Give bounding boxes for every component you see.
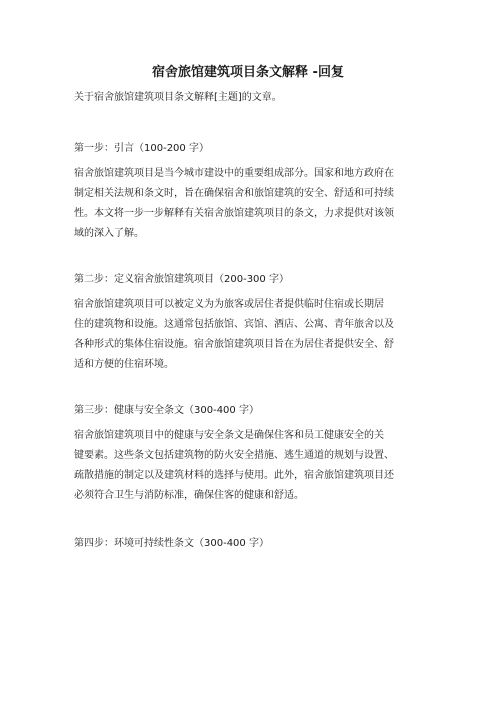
- section-heading-1: 第一步：引言（100-200 字）: [74, 143, 209, 154]
- section-heading-2: 第二步：定义宿舍旅馆建筑项目（200-300 字）: [74, 274, 289, 285]
- section-1-line-4: 域的深入了解。: [74, 228, 144, 239]
- section-1-line-1: 宿舍旅馆建筑项目是当今城市建设中的重要组成部分。国家和地方政府在: [74, 168, 394, 179]
- section-heading-4: 第四步：环境可持续性条文（300-400 字）: [74, 538, 269, 549]
- section-3-line-2: 键要素。这些条文包括建筑物的防火安全措施、逃生通道的规划与设置、: [74, 450, 394, 461]
- section-3-line-1: 宿舍旅馆建筑项目中的健康与安全条文是确保住客和员工健康安全的关: [74, 430, 384, 441]
- section-heading-3: 第三步：健康与安全条文（300-400 字）: [74, 405, 259, 416]
- document-title: 宿舍旅馆建筑项目条文解释 -回复: [152, 65, 344, 80]
- section-2-line-1: 宿舍旅馆建筑项目可以被定义为为旅客或居住者提供临时住宿或长期居: [74, 299, 384, 310]
- section-2-line-3: 各种形式的集体住宿设施。宿舍旅馆建筑项目旨在为居住者提供安全、舒: [74, 339, 394, 350]
- intro-text: 关于宿舍旅馆建筑项目条文解释[主题]的文章。: [74, 92, 282, 103]
- section-2-line-4: 适和方便的住宿环境。: [74, 359, 174, 370]
- section-3-line-3: 疏散措施的制定以及建筑材料的选择与使用。此外，宿舍旅馆建筑项目还: [74, 470, 394, 481]
- section-1-line-3: 性。本文将一步一步解释有关宿舍旅馆建筑项目的条文，力求提供对该领: [74, 208, 394, 219]
- section-2-line-2: 住的建筑物和设施。这通常包括旅馆、宾馆、酒店、公寓、青年旅舍以及: [74, 319, 394, 330]
- section-1-line-2: 制定相关法规和条文时，旨在确保宿舍和旅馆建筑的安全、舒适和可持续: [74, 188, 394, 199]
- section-3-line-4: 必须符合卫生与消防标准，确保住客的健康和舒适。: [74, 490, 304, 501]
